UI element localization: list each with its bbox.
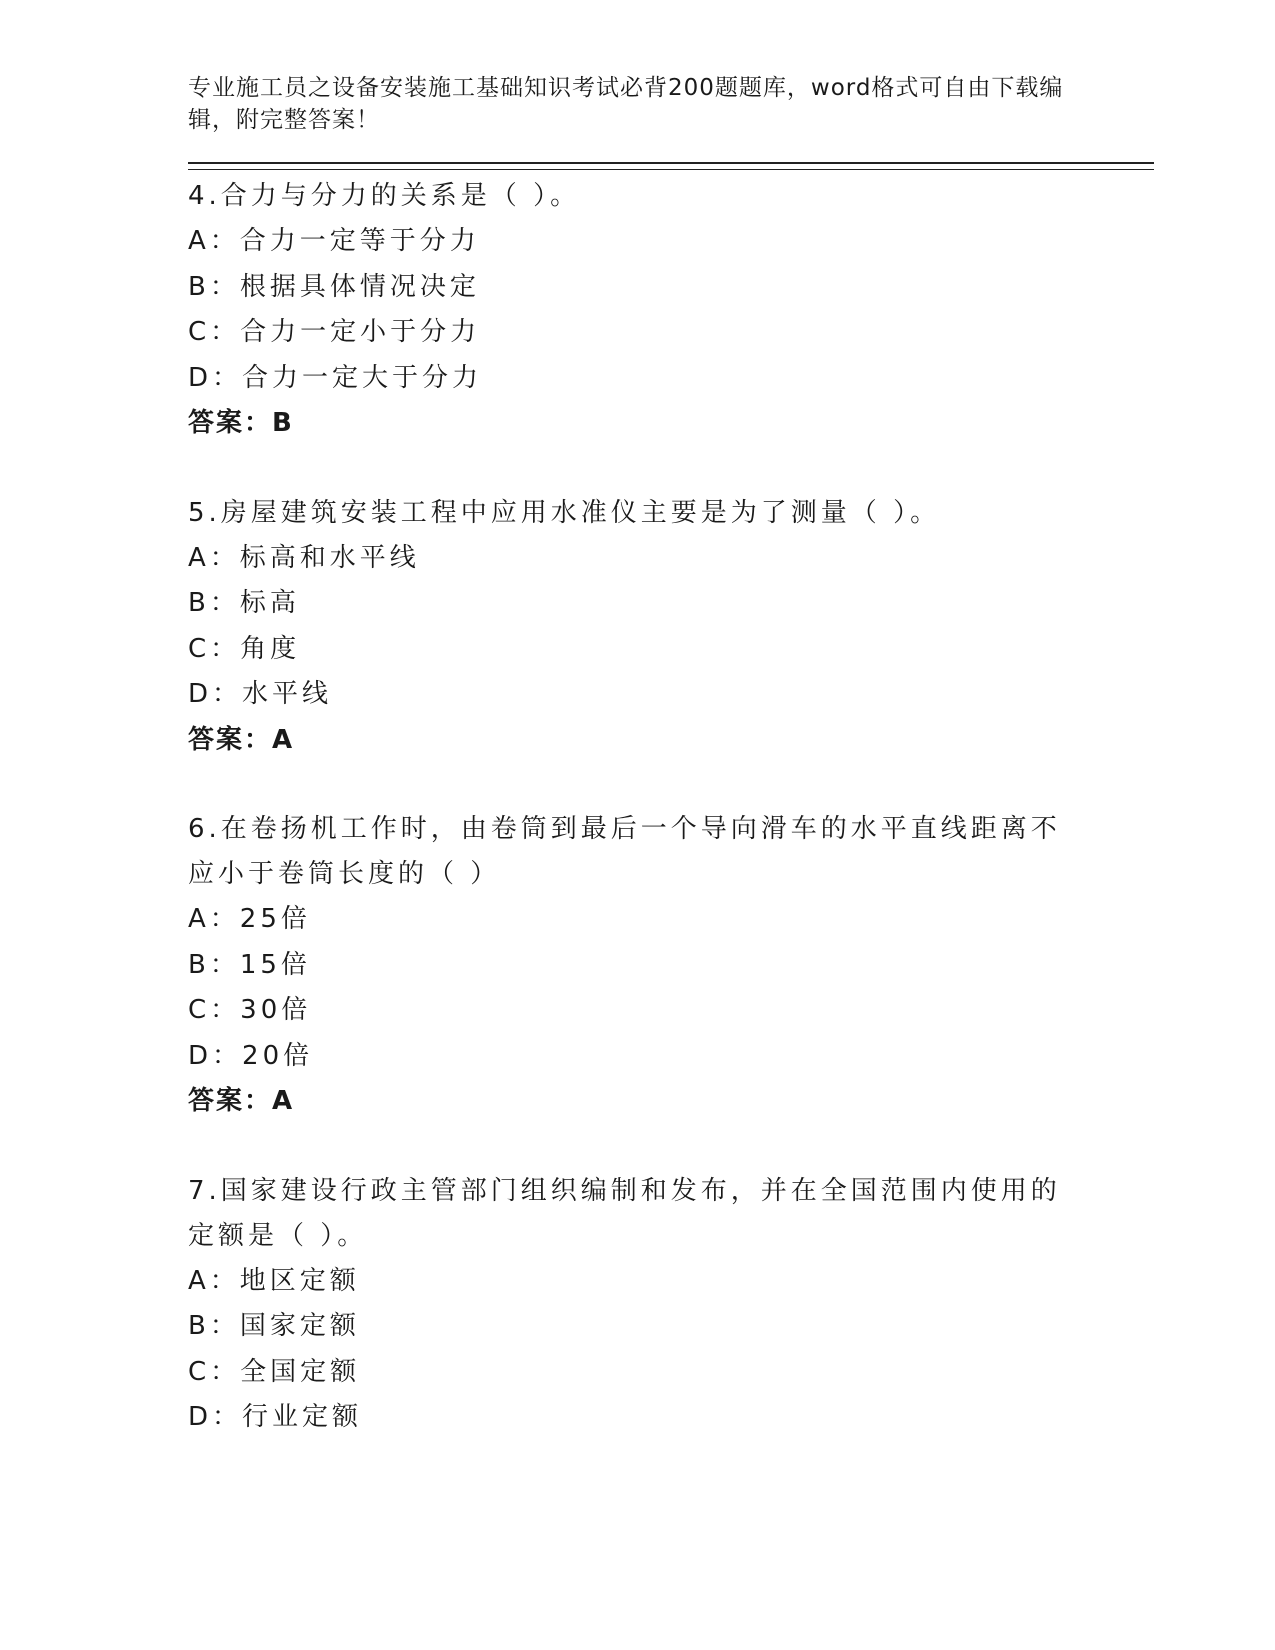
document-page	[188, 72, 1148, 1441]
option-b: B：15倍	[188, 949, 311, 980]
option-c: C：合力一定小于分力	[188, 317, 481, 347]
question-title: 6.在卷扬机工作时，由卷筒到最后一个导向滑车的水平直线距离不应小于卷筒长度的（ ）	[188, 814, 1061, 889]
question-6	[188, 807, 1148, 1125]
question-7	[188, 1169, 1148, 1441]
question-title: 7.国家建设行政主管部门组织编制和发布，并在全国范围内使用的定额是（ ）。	[188, 1175, 1061, 1251]
header-divider	[188, 162, 1154, 170]
option-a: A：标高和水平线	[188, 542, 420, 573]
option-d: D：水平线	[188, 679, 333, 709]
document-header: 专业施工员之设备安装施工基础知识考试必背200题题库，word格式可自由下载编辑，附完整答案！	[188, 75, 1064, 133]
question-title: 5.房屋建筑安装工程中应用水准仪主要是为了测量（ ）。	[188, 497, 941, 528]
answer: 答案：A	[188, 1086, 295, 1116]
option-a: A：合力一定等于分力	[188, 226, 480, 256]
answer: 答案：B	[188, 408, 294, 438]
option-c: C：角度	[188, 633, 301, 664]
option-d: D：行业定额	[188, 1402, 363, 1432]
option-d: D：合力一定大于分力	[188, 362, 483, 393]
question-5	[188, 491, 1148, 764]
question-4	[188, 174, 1148, 447]
option-a: A：25倍	[188, 904, 311, 934]
option-b: B：标高	[188, 588, 300, 618]
option-b: B：根据具体情况决定	[188, 271, 480, 302]
option-a: A：地区定额	[188, 1265, 360, 1296]
option-b: B：国家定额	[188, 1311, 360, 1341]
question-title: 4.合力与分力的关系是（ ）。	[188, 181, 581, 211]
option-c: C：30倍	[188, 995, 312, 1025]
option-c: C：全国定额	[188, 1356, 361, 1387]
option-d: D：20倍	[188, 1040, 314, 1071]
answer: 答案：A	[188, 724, 295, 755]
